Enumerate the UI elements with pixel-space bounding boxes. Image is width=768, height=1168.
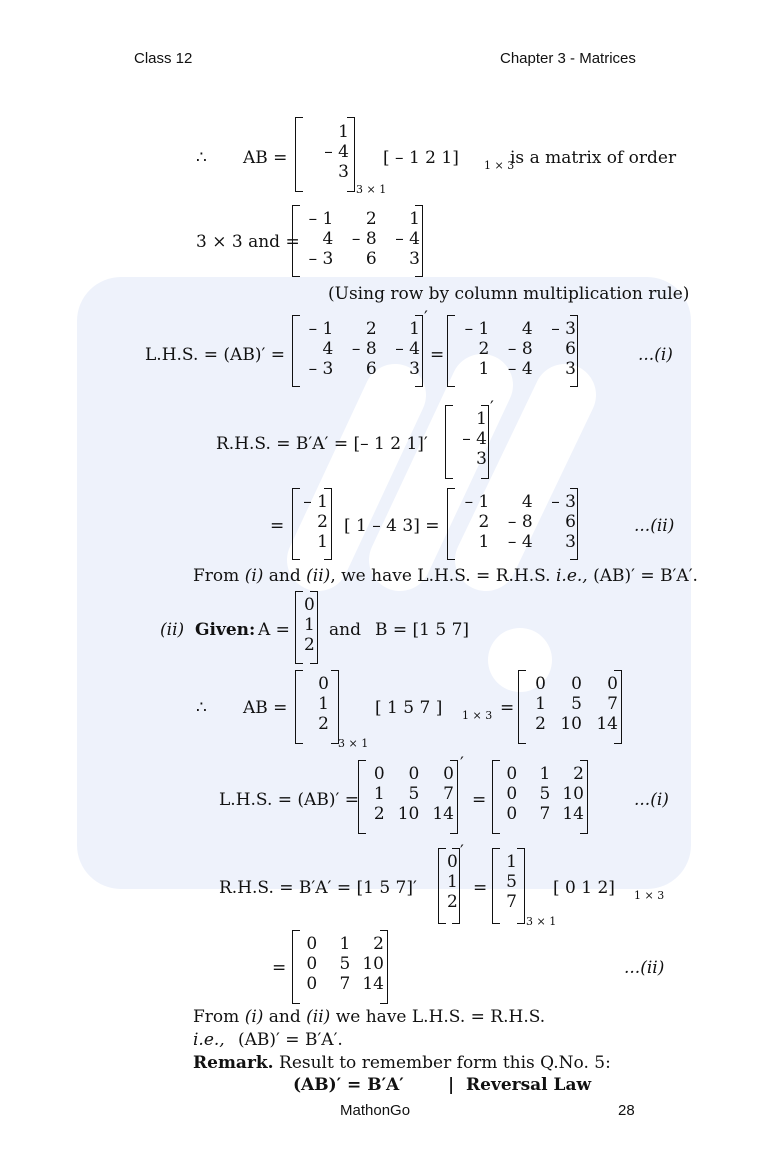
matrix-entry: 1 (338, 122, 349, 142)
bracket-right (614, 670, 622, 744)
matrix-entry: – 4 (462, 429, 487, 449)
matrix-entry: 1 (478, 532, 490, 552)
equals-sign: = (500, 698, 515, 718)
matrix-entry: 7 (443, 784, 454, 804)
matrix-entry: 0 (304, 595, 315, 615)
matrix-entry: 0 (373, 764, 385, 784)
matrix-3x3 (516, 674, 624, 734)
row-matrix: [ 0 1 2] (553, 878, 615, 898)
rhs-label: R.H.S. = B′A′ = [1 5 7]′ (219, 878, 417, 898)
matrix-entry: 6 (565, 339, 576, 359)
matrix-entry: – 3 (551, 319, 576, 339)
separator: | (448, 1075, 455, 1095)
matrix-entry: 3 (476, 449, 487, 469)
matrix-3x3 (490, 764, 590, 824)
prime-mark: ′ (424, 308, 428, 328)
matrix-entry: 7 (539, 804, 551, 824)
matrix-entry: 3 (409, 359, 420, 379)
matrix-entry: 0 (506, 764, 518, 784)
matrix-entry: 2 (573, 764, 584, 784)
equals-sign: = (270, 516, 285, 536)
b-label: B = [1 5 7] (375, 620, 470, 640)
prime-mark: ′ (460, 842, 464, 862)
matrix-entry: 10 (560, 714, 582, 734)
matrix-entry: 10 (562, 784, 584, 804)
matrix-entry: 1 (447, 872, 458, 892)
order-subscript: 1 × 3 (484, 159, 515, 172)
matrix-entry: 0 (506, 784, 518, 804)
conclusion-line: From (i) and (ii) we have L.H.S. = R.H.S. (193, 1007, 546, 1027)
order-subscript: 1 × 3 (462, 709, 493, 722)
matrix-entry: 4 (322, 229, 334, 249)
lhs-label: L.H.S. = (AB)′ = (145, 345, 285, 365)
equation-ref: ...(i) (634, 790, 669, 810)
matrix-entry: – 1 (464, 492, 490, 512)
matrix-entry: – 8 (351, 339, 377, 359)
order-subscript: 3 × 1 (338, 737, 369, 750)
page-number: 28 (618, 1102, 635, 1119)
matrix-3x3 (452, 319, 582, 379)
bracket-right (324, 488, 332, 560)
matrix-entry: 2 (318, 714, 329, 734)
matrix-entry: – 3 (551, 492, 576, 512)
ab-label: AB = (243, 698, 288, 718)
bracket-right (517, 848, 525, 924)
equation-ref: ...(ii) (634, 516, 675, 536)
matrix-entry: – 1 (308, 209, 334, 229)
matrix-entry: – 3 (308, 359, 334, 379)
matrix-entry: – 8 (507, 339, 533, 359)
matrix-entry: 2 (304, 635, 315, 655)
matrix-entry: 14 (432, 804, 454, 824)
matrix-entry: 5 (539, 784, 551, 804)
row-matrix: [ 1 – 4 3] = (344, 516, 440, 536)
header-chapter: Chapter 3 - Matrices (500, 50, 636, 67)
conclusion-line: From (i) and (ii), we have L.H.S. = R.H.S. i.e., (AB)′ = B′A′. (193, 566, 698, 586)
equals-sign: = (272, 958, 287, 978)
bracket-right (570, 488, 578, 560)
matrix-entry: 1 (339, 934, 351, 954)
matrix-entry: 2 (447, 892, 458, 912)
matrix-entry: 1 (409, 209, 420, 229)
matrix-entry: 1 (506, 852, 517, 872)
matrix-entry: 1 (478, 359, 490, 379)
matrix-entry: 6 (365, 359, 377, 379)
matrix-entry: 1 (535, 694, 546, 714)
row-matrix: [ – 1 2 1] (383, 148, 459, 168)
matrix-entry: 5 (408, 784, 420, 804)
result-equation: (AB)′ = B′A′. (238, 1030, 343, 1050)
matrix-entry: 4 (521, 492, 533, 512)
matrix-entry: 3 (338, 162, 349, 182)
matrix-entry: 0 (447, 852, 458, 872)
text-line: is a matrix of order (510, 148, 677, 168)
matrix-3x3 (290, 934, 390, 994)
matrix-entry: 0 (506, 804, 518, 824)
footer-brand: MathonGo (340, 1102, 411, 1119)
matrix-entry: – 8 (351, 229, 377, 249)
ab-label: AB = (243, 148, 288, 168)
matrix-entry: 1 (373, 784, 385, 804)
matrix-entry: 14 (362, 974, 384, 994)
matrix-entry: 0 (443, 764, 454, 784)
lhs-label: L.H.S. = (AB)′ = (219, 790, 359, 810)
matrix-entry: 0 (318, 674, 329, 694)
matrix-entry: 7 (339, 974, 351, 994)
matrix-entry: 6 (365, 249, 377, 269)
matrix-entry: 0 (408, 764, 420, 784)
matrix-entry: – 4 (395, 229, 420, 249)
matrix-3x3 (356, 764, 460, 824)
matrix-entry: – 8 (507, 512, 533, 532)
matrix-entry: 14 (596, 714, 618, 734)
order-subscript: 3 × 1 (526, 915, 557, 928)
equals-sign: = (473, 878, 488, 898)
matrix-3x3 (296, 319, 426, 379)
order-subscript: 1 × 3 (634, 889, 665, 902)
matrix-entry: – 1 (464, 319, 490, 339)
part-number: (ii) (160, 620, 185, 640)
and-text: and (329, 620, 361, 640)
note-text: (Using row by column multiplication rule) (328, 284, 690, 304)
matrix-entry: 2 (478, 512, 490, 532)
matrix-entry: 2 (373, 934, 384, 954)
bracket-right (415, 315, 423, 387)
prime-mark: ′ (490, 398, 494, 418)
equals-sign: = (472, 790, 487, 810)
bracket-right (415, 205, 423, 277)
rhs-label: R.H.S. = B′A′ = [– 1 2 1]′ (216, 434, 428, 454)
matrix-entry: 0 (607, 674, 618, 694)
text-line: 3 × 3 and = (196, 232, 300, 252)
matrix-entry: 4 (322, 339, 334, 359)
matrix-entry: 0 (535, 674, 546, 694)
matrix-entry: 10 (397, 804, 420, 824)
header-class: Class 12 (134, 50, 193, 67)
given-label: Given: (195, 620, 256, 640)
matrix-entry: – 1 (303, 492, 328, 512)
bracket-right (347, 117, 355, 192)
equation-ref: ...(i) (638, 345, 673, 365)
matrix-entry: 1 (318, 694, 329, 714)
matrix-entry: 5 (339, 954, 351, 974)
therefore-symbol: ∴ (196, 148, 207, 168)
prime-mark: ′ (460, 754, 464, 774)
matrix-3x3 (296, 209, 426, 269)
equation-ref: ...(ii) (624, 958, 665, 978)
bracket-left (295, 117, 303, 192)
matrix-entry: 5 (571, 694, 582, 714)
matrix-entry: 7 (506, 892, 517, 912)
ie-text: i.e., (193, 1030, 225, 1050)
matrix-entry: 2 (373, 804, 385, 824)
matrix-entry: 1 (317, 532, 328, 552)
order-subscript: 3 × 1 (356, 183, 387, 196)
matrix-entry: 5 (506, 872, 517, 892)
matrix-3x3 (452, 492, 582, 552)
matrix-entry: – 4 (395, 339, 420, 359)
matrix-entry: 14 (562, 804, 584, 824)
bracket-right (452, 848, 460, 924)
matrix-entry: – 4 (324, 142, 349, 162)
matrix-entry: 3 (565, 532, 576, 552)
bracket-right (580, 760, 588, 834)
matrix-entry: 1 (476, 409, 487, 429)
remark-line: Remark. Result to remember form this Q.No. 5: (193, 1053, 611, 1073)
matrix-entry: 4 (521, 319, 533, 339)
matrix-entry: 0 (571, 674, 582, 694)
matrix-entry: 2 (365, 209, 377, 229)
matrix-entry: 3 (409, 249, 420, 269)
matrix-entry: 1 (539, 764, 551, 784)
bracket-right (331, 670, 339, 744)
bracket-right (570, 315, 578, 387)
matrix-entry: 2 (535, 714, 546, 734)
matrix-entry: 0 (306, 954, 318, 974)
matrix-entry: 10 (362, 954, 384, 974)
matrix-entry: 7 (607, 694, 618, 714)
matrix-entry: 6 (565, 512, 576, 532)
matrix-entry: 3 (565, 359, 576, 379)
matrix-entry: 0 (306, 934, 318, 954)
bracket-right (481, 405, 489, 479)
equals-sign: = (430, 345, 445, 365)
reversal-law-label: Reversal Law (466, 1075, 592, 1095)
matrix-entry: 1 (409, 319, 420, 339)
bracket-right (310, 591, 318, 664)
matrix-entry: 2 (478, 339, 490, 359)
bracket-right (380, 930, 388, 1004)
matrix-entry: – 3 (308, 249, 334, 269)
a-label: A = (258, 620, 290, 640)
row-matrix: [ 1 5 7 ] (375, 698, 443, 718)
reversal-formula: (AB)′ = B′A′ (293, 1075, 404, 1095)
matrix-entry: – 4 (507, 359, 533, 379)
matrix-entry: – 1 (308, 319, 334, 339)
matrix-entry: – 4 (507, 532, 533, 552)
matrix-entry: 1 (304, 615, 315, 635)
matrix-entry: 0 (306, 974, 318, 994)
therefore-symbol: ∴ (196, 698, 207, 718)
matrix-entry: 2 (365, 319, 377, 339)
bracket-right (450, 760, 458, 834)
matrix-entry: 2 (317, 512, 328, 532)
bracket-left (295, 670, 303, 744)
